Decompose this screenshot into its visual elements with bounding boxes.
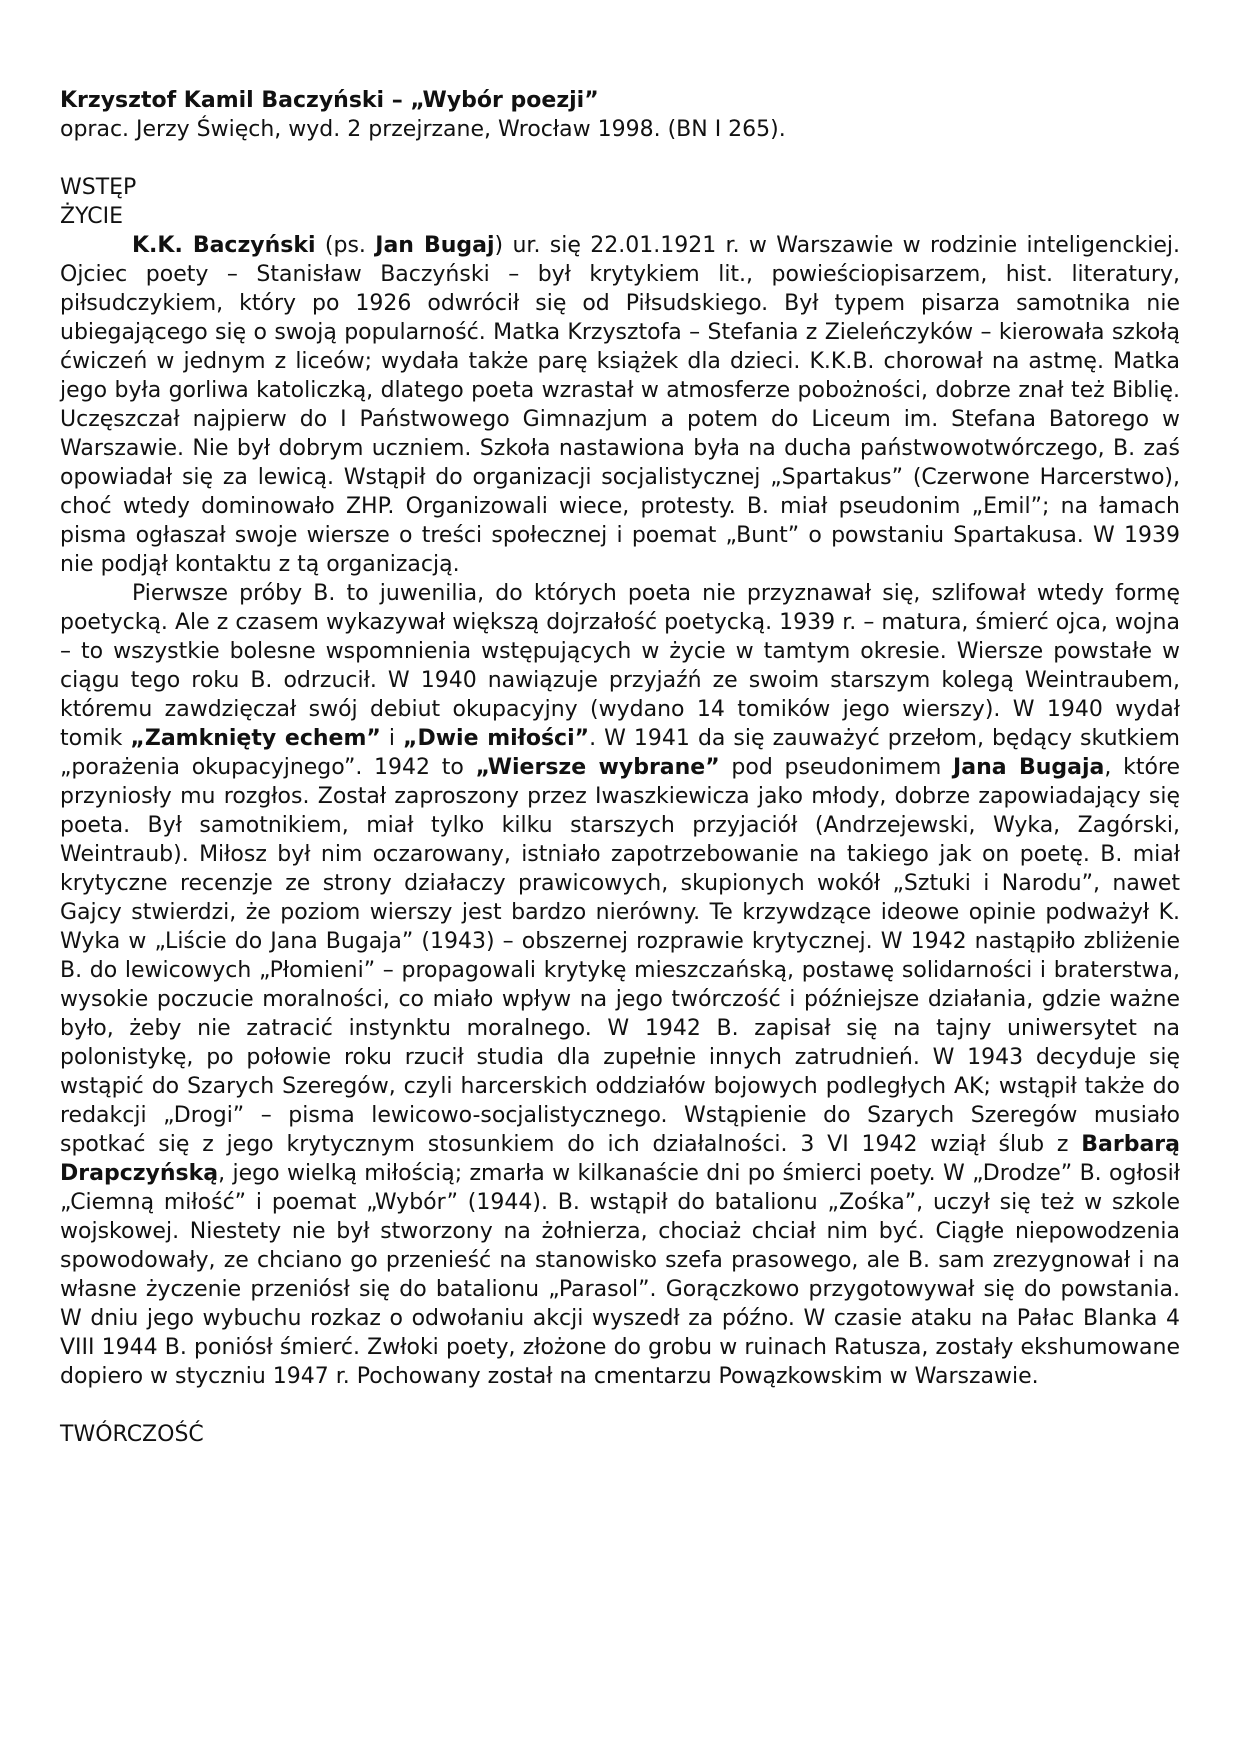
bold-text-run: „Zamknięty echem” bbox=[130, 726, 381, 751]
text-run: ) ur. się 22.01.1921 r. w Warszawie w rodzinie inteligenckiej. Ojciec poety – Stanisław Baczyński – był krytykiem lit., powieściopisarzem, hist. literatury, piłsudczykiem, który po 1926 odwrócił się od Piłsudskiego. Był typem pisarza samotnika nie ubiegającego się o swoją popularność. Matka Krzysztofa – Stefania z Zieleńczyków – kierowała szkołą ćwiczeń w jednym z liceów; wydała także parę książek dla dzieci. K.K.B. chorował na astmę. Matka jego była gorliwa katoliczką, dlatego poeta wzrastał w atmosferze pobożności, dobrze znał też Biblię. Uczęszczał najpierw do I Państwowego Gimnazjum a potem do Liceum im. Stefana Batorego w Warszawie. Nie był dobrym uczniem. Szkoła nastawiona była na ducha państwowotwórczego, B. zaś opowiadał się za lewicą. Wstąpił do organizacji socjalistycznej „Spartakus” (Czerwone Harcerstwo), choć wtedy dominowało ZHP. Organizowali wiece, protesty. B. miał pseudonim „Emil”; na łamach pisma ogłaszał swoje wiersze o treści społecznej i poemat „Bunt” o powstaniu Spartakusa. W 1939 nie podjął kontaktu z tą organizacją. bbox=[60, 233, 1181, 577]
blank-line bbox=[60, 1391, 1180, 1420]
paragraph-biography bbox=[60, 231, 1180, 579]
text-run: i bbox=[380, 726, 404, 751]
bold-text-run: Jan Bugaj bbox=[375, 233, 495, 258]
bold-text-run: „Dwie miłości” bbox=[403, 726, 590, 751]
document-page bbox=[60, 86, 1180, 1449]
bold-text-run: Jana Bugaja bbox=[953, 755, 1105, 780]
text-run: , jego wielką miłością; zmarła w kilkanaście dni po śmierci poety. W „Drodze” B. ogłosił „Ciemną miłość” i poemat „Wybór” (1944). B. wstąpił do batalionu „Zośka”, uczył się też w szkole wojskowej. Niestety nie był stworzony na żołnierza, chociaż chciał nim być. Ciągłe niepowodzenia spowodowały, ze chciano go przenieść na stanowisko szefa prasowego, ale B. sam zrezygnował i na własne życzenie przeniósł się do batalionu „Parasol”. Gorączkowo przygotowywał się do powstania. W dniu jego wybuchu rozkaz o odwołaniu akcji wyszedł za późno. W czasie ataku na Pałac Blanka 4 VIII 1944 B. poniósł śmierć. Zwłoki poety, złożone do grobu w ruinach Ratusza, zostały ekshumowane dopiero w styczniu 1947 r. Pochowany został na cmentarzu Powązkowskim w Warszawie. bbox=[60, 1161, 1180, 1389]
blank-line bbox=[60, 144, 1180, 173]
section-heading-life: ŻYCIE bbox=[60, 204, 124, 229]
bold-text-run: K.K. Baczyński bbox=[132, 233, 316, 258]
bold-text-run: Barbarą Drapczyńską bbox=[60, 1132, 1180, 1186]
text-run: (ps. bbox=[315, 233, 376, 258]
section-heading-intro: WSTĘP bbox=[60, 175, 137, 200]
text-run: , które przyniosły mu rozgłos. Został zaproszony przez Iwaszkiewicza jako młody, dobrze zapowiadający się poeta. Był samotnikiem, miał tylko kilku starszych przyjaciół (Andrzejewski, Wyka, Zagórski, Weintraub). Miłosz był nim oczarowany, istniało zapotrzebowanie na takiego jak on poetę. B. miał krytyczne recenzje ze strony działaczy prawicowych, skupionych wokół „Sztuki i Narodu”, nawet Gajcy stwierdzi, że poziom wierszy jest bardzo nierówny. Te krzywdzące ideowe opinie podważył K. Wyka w „Liście do Jana Bugaja” (1943) – obszernej rozprawie krytycznej. W 1942 nastąpiło zbliżenie B. do lewicowych „Płomieni” – propagowali krytykę mieszczańską, postawę solidarności i braterstwa, wysokie poczucie moralności, co miało wpływ na jego twórczość i późniejsze działania, gdzie ważne było, żeby nie zatracić instynktu moralnego. W 1942 B. zapisał się na tajny uniwersytet na polonistykę, po połowie roku rzucił studia dla zupełnie innych zatrudnień. W 1943 decyduje się wstąpić do Szarych Szeregów, czyli harcerskich oddziałów bojowych podległych AK; wstąpił także do redakcji „Drogi” – pisma lewicowo-socjalistycznego. Wstąpienie do Szarych Szeregów musiało spotkać się z jego krytycznym stosunkiem do ich działalności. 3 VI 1942 wziął ślub z bbox=[60, 755, 1181, 1157]
bold-text-run: „Wiersze wybrane” bbox=[475, 755, 720, 780]
paragraph-poetic-development bbox=[60, 579, 1180, 1391]
text-run: Pierwsze próby B. to juwenilia, do których poeta nie przyznawał się, szlifował wtedy formę poetycką. Ale z czasem wykazywał większą dojrzałość poetycką. 1939 r. – matura, śmierć ojca, wojna – to wszystkie bolesne wspomnienia wstępujących w życie w tamtym okresie. Wiersze powstałe w ciągu tego roku B. odrzucił. W 1940 nawiązuje przyjaźń ze swoim starszym kolegą Weintraubem, któremu zawdzięczał swój debiut okupacyjny (wydano 14 tomików jego wierszy). W 1940 wydał tomik bbox=[60, 581, 1180, 751]
text-run: pod pseudonimem bbox=[719, 755, 954, 780]
document-title: Krzysztof Kamil Baczyński – „Wybór poezji” bbox=[60, 88, 599, 113]
section-heading-work: TWÓRCZOŚĆ bbox=[60, 1422, 204, 1447]
text-run: . W 1941 da się zauważyć przełom, będący skutkiem „porażenia okupacyjnego”. 1942 to bbox=[60, 726, 1180, 780]
document-subtitle: oprac. Jerzy Święch, wyd. 2 przejrzane, Wrocław 1998. (BN I 265). bbox=[60, 117, 786, 142]
